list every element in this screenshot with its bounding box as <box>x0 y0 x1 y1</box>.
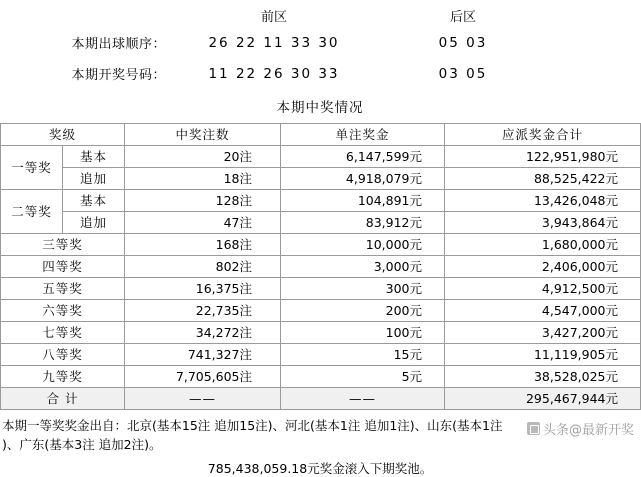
table-row <box>1 168 641 190</box>
zone-header-row <box>0 0 640 27</box>
winner-count: 20注 <box>125 146 281 168</box>
total-prize: 38,528,025元 <box>445 366 641 388</box>
toutiao-logo-icon <box>527 422 540 435</box>
total-prize: 4,912,500元 <box>445 278 641 300</box>
winner-count: 7,705,605注 <box>125 366 281 388</box>
front-zone-label: 前区 <box>260 10 287 25</box>
winner-count: 741,327注 <box>125 344 281 366</box>
single-prize: 104,891元 <box>281 190 445 212</box>
winner-count: 47注 <box>125 212 281 234</box>
winner-count: 128注 <box>125 190 281 212</box>
single-prize: 6,147,599元 <box>281 146 445 168</box>
prize-subtype: 基本 <box>63 190 125 212</box>
total-prize: 4,547,000元 <box>445 300 641 322</box>
total-row-total: 295,467,944元 <box>445 388 641 410</box>
table-row <box>1 190 641 212</box>
total-row-label: 合 计 <box>1 388 125 410</box>
column-header-single-prize: 单注奖金 <box>281 124 445 146</box>
prize-subtype: 追加 <box>63 168 125 190</box>
column-header-total-prize: 应派奖金合计 <box>445 124 641 146</box>
winner-count: 16,375注 <box>125 278 281 300</box>
draw-order-front-numbers: 26 22 11 33 30 <box>208 34 340 51</box>
rollover-note: 785,438,059.18元奖金滚入下期奖池。 <box>207 461 433 476</box>
single-prize: 4,918,079元 <box>281 168 445 190</box>
winner-count: 168注 <box>125 234 281 256</box>
table-row <box>1 278 641 300</box>
footnote-line-1: 本期一等奖奖金出自：北京(基本15注 追加15注)、河北(基本1注 追加1注)、山东(基本1注 <box>2 418 503 433</box>
total-prize: 3,943,864元 <box>445 212 641 234</box>
single-prize: 300元 <box>281 278 445 300</box>
single-prize: 10,000元 <box>281 234 445 256</box>
prize-grade: 六等奖 <box>1 300 125 322</box>
prize-grade: 二等奖 <box>1 190 63 234</box>
draw-order-back-numbers: 05 03 <box>438 34 488 51</box>
total-prize: 3,427,200元 <box>445 322 641 344</box>
footnote-line-2: )、广东(基本3注 追加2注)。 <box>2 437 162 452</box>
winner-count: 802注 <box>125 256 281 278</box>
total-prize: 2,406,000元 <box>445 256 641 278</box>
prize-subtype: 追加 <box>63 212 125 234</box>
table-row <box>1 344 641 366</box>
total-prize: 122,951,980元 <box>445 146 641 168</box>
winner-count: 34,272注 <box>125 322 281 344</box>
section-title: 本期中奖情况 <box>276 100 364 116</box>
winner-count: 18注 <box>125 168 281 190</box>
single-prize: 15元 <box>281 344 445 366</box>
prize-grade: 一等奖 <box>1 146 63 190</box>
prize-grade: 五等奖 <box>1 278 125 300</box>
prize-grade: 四等奖 <box>1 256 125 278</box>
column-header-count: 中奖注数 <box>125 124 281 146</box>
prize-subtype: 基本 <box>63 146 125 168</box>
winning-back-numbers: 03 05 <box>438 65 488 82</box>
column-header-grade: 奖级 <box>1 124 125 146</box>
watermark-text: 头条@最新开奖 <box>542 423 634 438</box>
total-prize: 13,426,048元 <box>445 190 641 212</box>
back-zone-label: 后区 <box>449 10 476 25</box>
total-prize: 88,525,422元 <box>445 168 641 190</box>
total-prize: 11,119,905元 <box>445 344 641 366</box>
table-row <box>1 146 641 168</box>
table-header-row <box>1 124 641 146</box>
winner-count: 22,735注 <box>125 300 281 322</box>
table-row <box>1 322 641 344</box>
winning-front-numbers: 11 22 26 30 33 <box>208 65 340 82</box>
single-prize: 3,000元 <box>281 256 445 278</box>
zone-header-spacer <box>0 6 170 25</box>
table-row <box>1 366 641 388</box>
prize-breakdown-table <box>0 123 641 410</box>
single-prize: 200元 <box>281 300 445 322</box>
watermark <box>527 419 634 438</box>
table-row <box>1 234 641 256</box>
table-row <box>1 300 641 322</box>
draw-order-label: 本期出球顺序： <box>71 37 166 52</box>
table-row <box>1 256 641 278</box>
total-prize: 1,680,000元 <box>445 234 641 256</box>
prize-grade: 七等奖 <box>1 322 125 344</box>
prize-grade: 三等奖 <box>1 234 125 256</box>
total-row-single: —— <box>281 388 445 410</box>
winning-numbers-label: 本期开奖号码： <box>71 68 166 83</box>
table-total-row <box>1 388 641 410</box>
prize-grade: 九等奖 <box>1 366 125 388</box>
table-row <box>1 212 641 234</box>
winning-numbers-row <box>0 58 640 89</box>
single-prize: 83,912元 <box>281 212 445 234</box>
total-row-count: —— <box>125 388 281 410</box>
single-prize: 100元 <box>281 322 445 344</box>
draw-order-row <box>0 27 640 58</box>
prize-grade: 八等奖 <box>1 344 125 366</box>
single-prize: 5元 <box>281 366 445 388</box>
